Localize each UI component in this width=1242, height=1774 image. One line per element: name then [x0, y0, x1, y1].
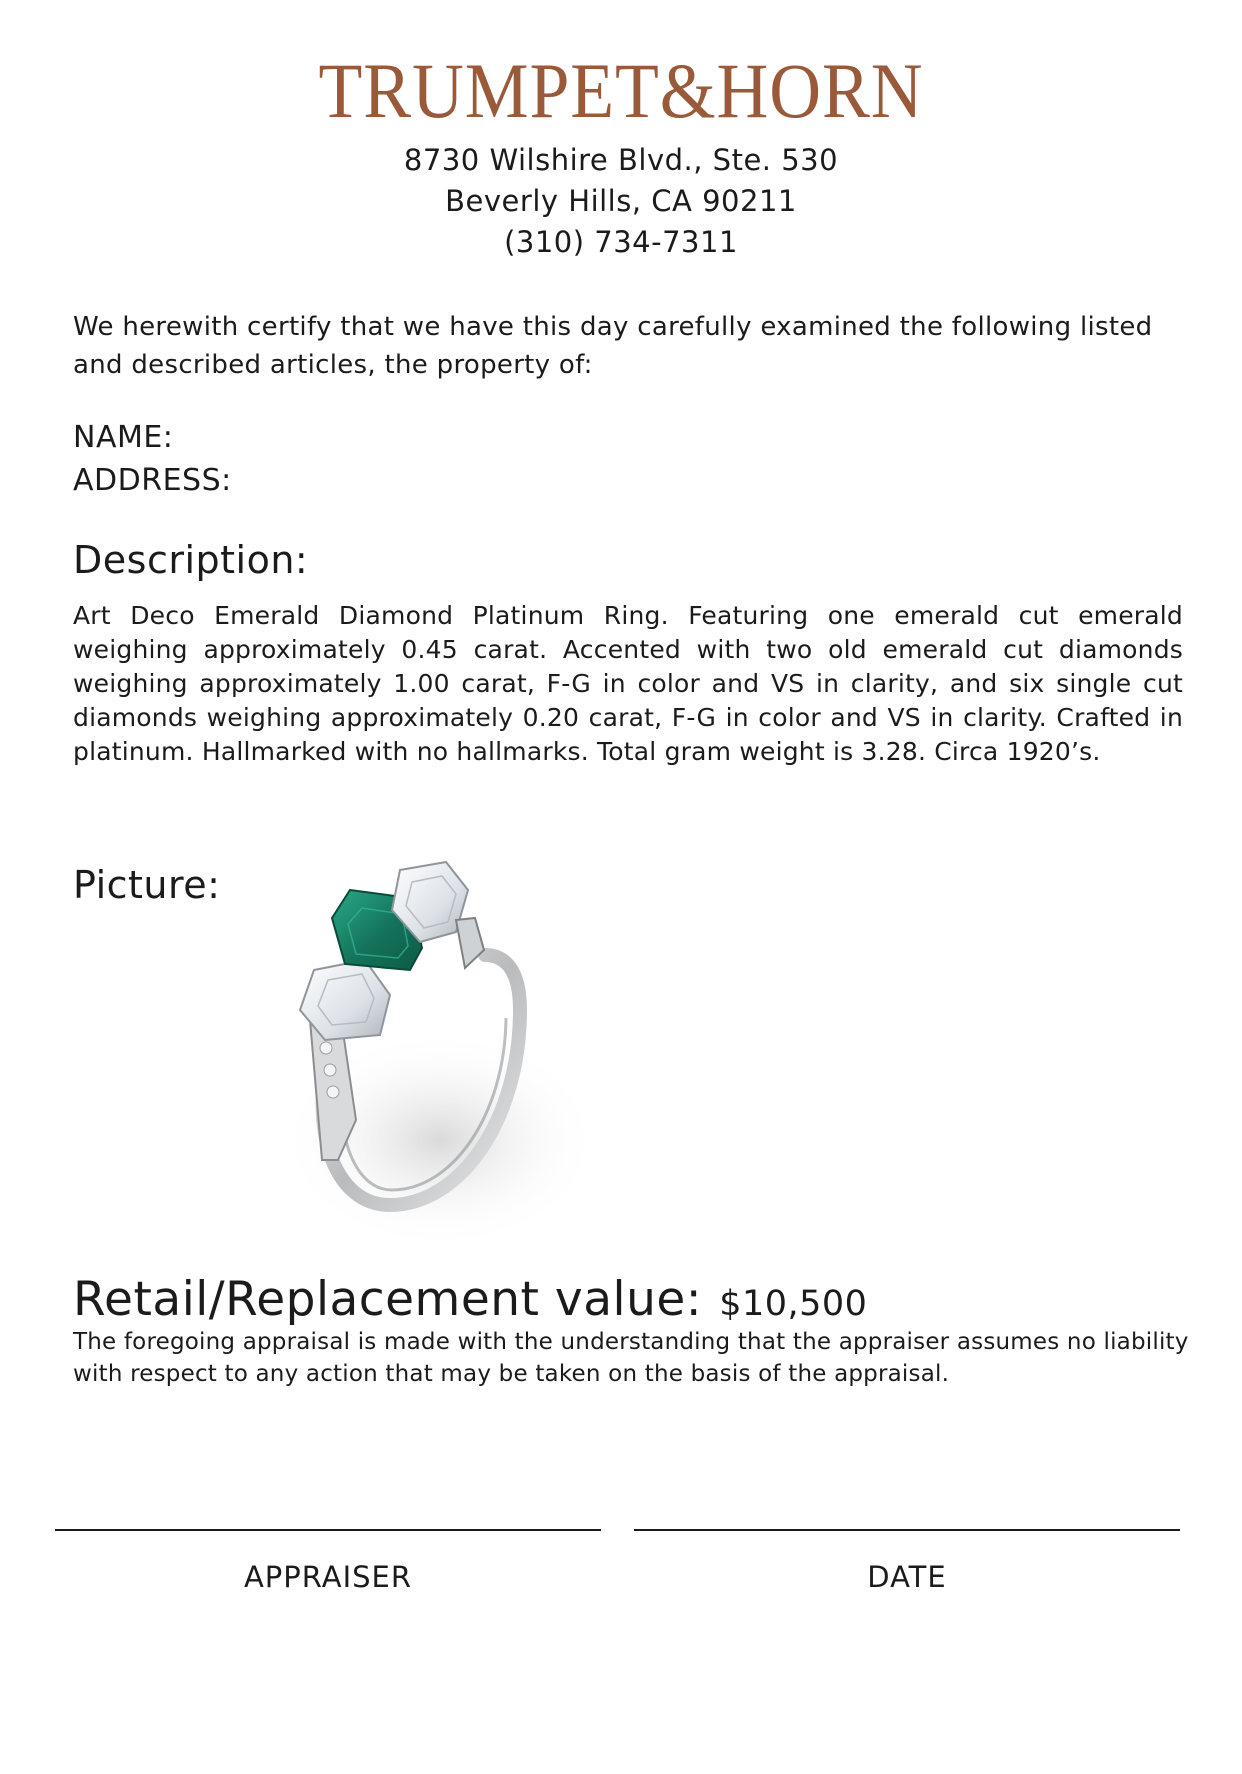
- description-text: Art Deco Emerald Diamond Platinum Ring. Featuring one emerald cut emerald weighing approximately 0.45 carat. Accented with two old emerald cut diamonds weighing approximately 1.00 carat, F-G in color and VS in clarity, and six single cut diamonds weighing approximately 0.20 carat, F-G in color and VS in clarity. Crafted in platinum. Hallmarked with no hallmarks. Total gram weight is 3.28. Circa 1920’s.: [73, 601, 1183, 766]
- address-line-street: 8730 Wilshire Blvd., Ste. 530: [403, 143, 839, 177]
- certification-statement: We herewith certify that we have this day carefully examined the following listed and described articles, the property of:: [73, 312, 1153, 380]
- address-line-phone: (310) 734-7311: [504, 225, 738, 259]
- appraiser-signature-line: [55, 1529, 601, 1531]
- picture-heading: Picture:: [73, 863, 221, 907]
- brand-logo: TRUMPET&HORN: [318, 47, 924, 134]
- ring-photo: [270, 860, 630, 1260]
- description-heading: Description:: [73, 538, 309, 582]
- business-address: [0, 140, 1242, 263]
- valuation-label: Retail/Replacement value:: [73, 1272, 703, 1327]
- disclaimer-text: The foregoing appraisal is made with the understanding that the appraiser assumes no liability with respect to any action that may be taken on the basis of the appraisal.: [73, 1329, 1189, 1387]
- date-label: DATE: [867, 1560, 947, 1594]
- address-line-city: Beverly Hills, CA 90211: [445, 184, 797, 218]
- valuation-amount: $10,500: [719, 1284, 868, 1324]
- valuation-row: [73, 1272, 867, 1327]
- name-label: NAME:: [73, 420, 174, 455]
- date-signature-line: [634, 1529, 1180, 1531]
- appraiser-label: APPRAISER: [243, 1560, 413, 1594]
- address-label: ADDRESS:: [73, 463, 232, 498]
